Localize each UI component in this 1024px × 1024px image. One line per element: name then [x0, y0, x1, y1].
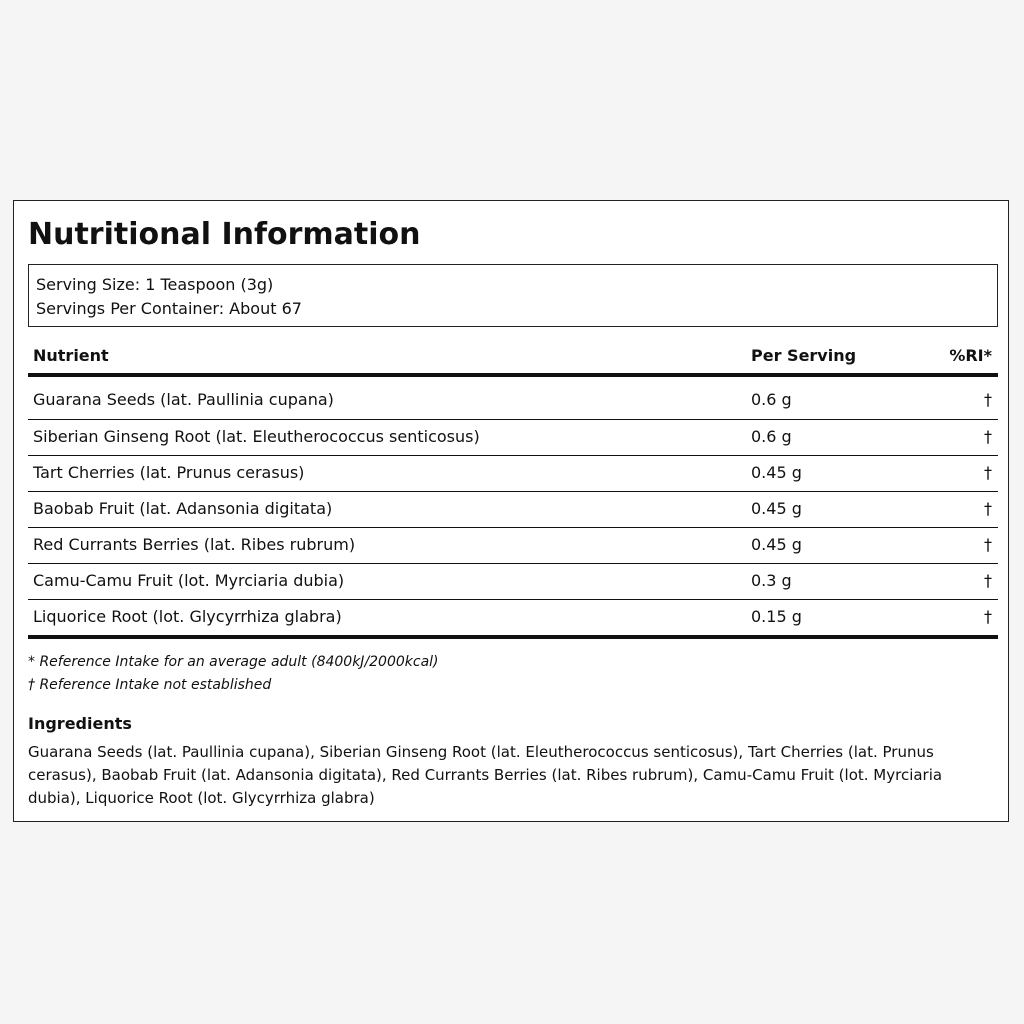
nutrient-ri: † — [984, 535, 992, 554]
table-row — [28, 564, 998, 600]
table-row — [28, 456, 998, 492]
nutrient-name: Red Currants Berries (lat. Ribes rubrum) — [33, 535, 356, 554]
table-body — [28, 377, 998, 639]
nutrient-ri: † — [984, 571, 992, 590]
nutrient-name: Camu-Camu Fruit (lot. Myrciaria dubia) — [33, 571, 345, 590]
nutrient-name: Liquorice Root (lot. Glycyrrhiza glabra) — [33, 607, 342, 626]
header-per-serving: Per Serving — [751, 346, 857, 365]
nutrient-amount: 0.6 g — [751, 427, 792, 446]
nutrient-amount: 0.45 g — [751, 535, 802, 554]
header-nutrient: Nutrient — [33, 346, 109, 365]
ingredients-heading: Ingredients — [28, 714, 132, 733]
nutrient-ri: † — [984, 499, 992, 518]
nutrient-name: Siberian Ginseng Root (lat. Eleutherococcus senticosus) — [33, 427, 480, 446]
header-ri: %RI* — [949, 346, 992, 365]
nutrient-amount: 0.45 g — [751, 463, 802, 482]
table-row — [28, 492, 998, 528]
servings-per-container: Servings Per Container: About 67 — [36, 299, 302, 318]
serving-info-box — [28, 264, 998, 327]
table-row — [28, 377, 998, 420]
footnote-not-established: † Reference Intake not established — [28, 677, 272, 693]
nutrient-table — [28, 337, 998, 639]
nutrient-amount: 0.15 g — [751, 607, 802, 626]
table-row — [28, 600, 998, 639]
nutrient-ri: † — [984, 427, 992, 446]
ingredients-text: Guarana Seeds (lat. Paullinia cupana), Siberian Ginseng Root (lat. Eleutherococcus senticosus), Tart Cherries (lat. Prunus cerasus), Baobab Fruit (lat. Adansonia digitata), Red Currants Berries (lat. Ribes rubrum), Camu-Camu Fruit (lot. Myrciaria dubia), Liquorice Root (lot. Glycyrrhiza glabra) — [28, 743, 943, 807]
nutrient-name: Guarana Seeds (lat. Paullinia cupana) — [33, 390, 334, 409]
nutrient-ri: † — [984, 607, 992, 626]
nutrient-ri: † — [984, 390, 992, 409]
nutrient-amount: 0.45 g — [751, 499, 802, 518]
footnotes — [28, 651, 439, 697]
nutrient-name: Baobab Fruit (lat. Adansonia digitata) — [33, 499, 333, 518]
nutrition-panel — [13, 200, 1009, 822]
table-header — [28, 337, 998, 377]
nutrient-ri: † — [984, 463, 992, 482]
footnote-reference-intake: * Reference Intake for an average adult (8400kJ/2000kcal) — [28, 654, 439, 670]
serving-size: Serving Size: 1 Teaspoon (3g) — [36, 275, 274, 294]
nutrient-amount: 0.6 g — [751, 390, 792, 409]
panel-title: Nutritional Information — [28, 217, 421, 252]
nutrient-amount: 0.3 g — [751, 571, 792, 590]
table-row — [28, 528, 998, 564]
table-row — [28, 420, 998, 456]
nutrient-name: Tart Cherries (lat. Prunus cerasus) — [33, 463, 305, 482]
